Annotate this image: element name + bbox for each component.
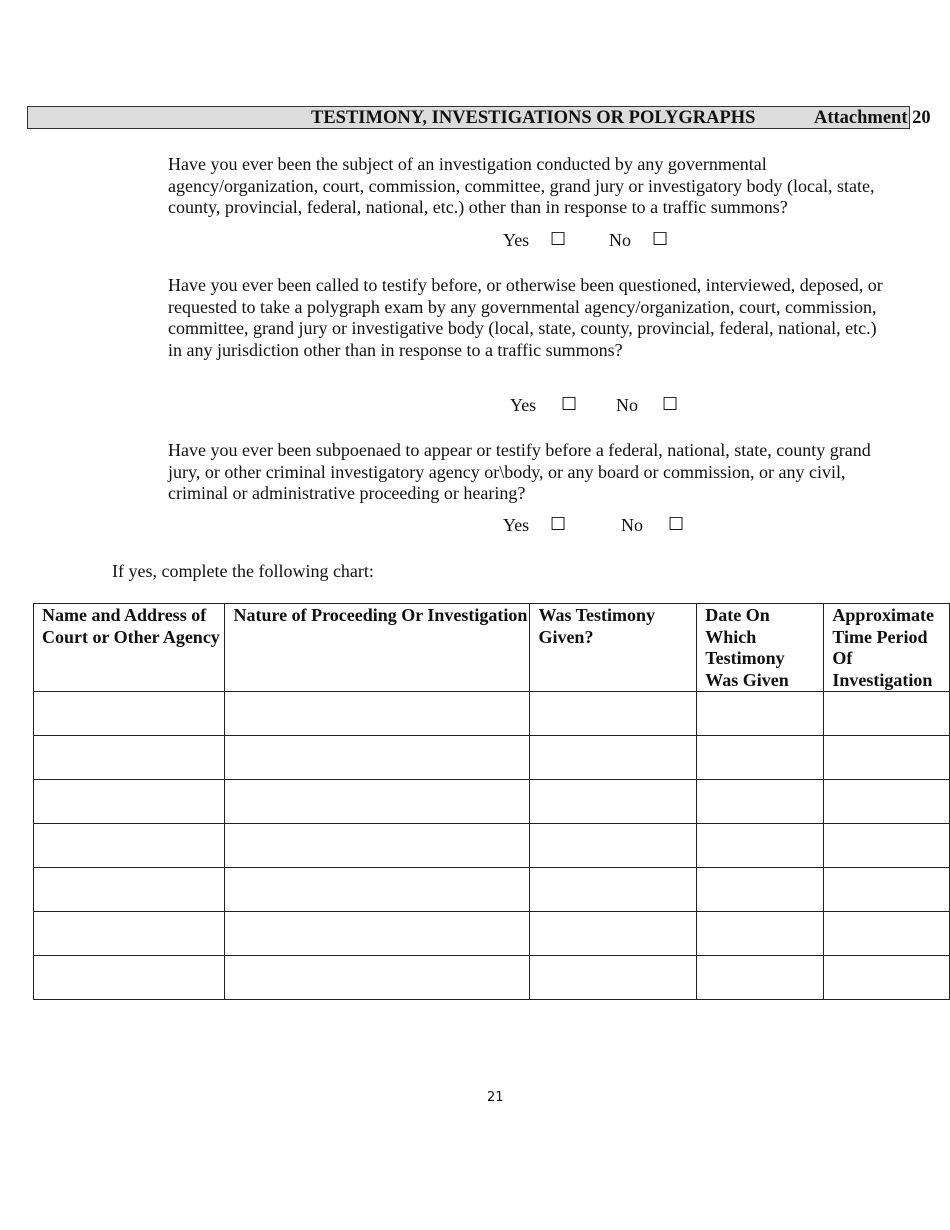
table-row — [34, 912, 950, 956]
table-cell[interactable] — [225, 692, 530, 736]
table-cell[interactable] — [824, 912, 950, 956]
table-cell[interactable] — [225, 824, 530, 868]
table-cell[interactable] — [530, 956, 697, 1000]
table-cell[interactable] — [530, 780, 697, 824]
table-cell[interactable] — [824, 736, 950, 780]
table-cell[interactable] — [530, 868, 697, 912]
table-header-row — [34, 604, 950, 692]
question-3-yes-checkbox[interactable]: ☐ — [550, 514, 567, 535]
table-cell[interactable] — [530, 692, 697, 736]
table-cell[interactable] — [530, 736, 697, 780]
question-1-no-checkbox[interactable]: ☐ — [652, 229, 669, 250]
table-cell[interactable] — [824, 780, 950, 824]
section-header-bar — [27, 106, 931, 129]
question-3-no-checkbox[interactable]: ☐ — [668, 514, 685, 535]
table-row — [34, 868, 950, 912]
table-cell[interactable] — [697, 956, 824, 1000]
table-cell[interactable] — [530, 824, 697, 868]
table-cell[interactable] — [824, 868, 950, 912]
testimony-chart-table — [33, 603, 950, 1000]
question-1-no-label: No — [609, 230, 631, 250]
table-cell[interactable] — [34, 736, 225, 780]
table-row — [34, 780, 950, 824]
question-2-yes-label: Yes — [510, 395, 537, 415]
section-title: TESTIMONY, INVESTIGATIONS OR POLYGRAPHS — [311, 108, 756, 128]
table-cell[interactable] — [225, 736, 530, 780]
question-1-yes-checkbox[interactable]: ☐ — [550, 229, 567, 250]
table-row — [34, 692, 950, 736]
table-cell[interactable] — [34, 824, 225, 868]
question-3-yes-label: Yes — [503, 515, 530, 535]
table-cell[interactable] — [530, 912, 697, 956]
question-3-no-label: No — [621, 515, 643, 535]
table-cell[interactable] — [824, 692, 950, 736]
table-cell[interactable] — [697, 736, 824, 780]
question-3-text: Have you ever been subpoenaed to appear or testify before a federal, national, state, county grand jury, or other criminal investigatory agency or\body, or any board or commission, or any civil, criminal or administrative proceeding or hearing? — [168, 440, 871, 503]
table-cell[interactable] — [824, 824, 950, 868]
column-header-testimony-given: Was Testimony Given? — [530, 604, 697, 692]
attachment-label: Attachment 20 — [814, 108, 931, 128]
question-2-text: Have you ever been called to testify before, or otherwise been questioned, interviewed, deposed, or requested to take a polygraph exam by any governmental agency/organization, court, commission, committee, grand jury or investigative body (local, state, county, provincial, federal, national, etc.) in any jurisdiction other than in response to a traffic summons? — [168, 275, 883, 360]
question-1-yes-label: Yes — [503, 230, 530, 250]
question-2-yes-checkbox[interactable]: ☐ — [561, 394, 578, 415]
table-cell[interactable] — [225, 912, 530, 956]
table-cell[interactable] — [34, 912, 225, 956]
column-header-nature: Nature of Proceeding Or Investigation — [225, 604, 530, 692]
table-cell[interactable] — [697, 780, 824, 824]
table-cell[interactable] — [225, 868, 530, 912]
table-cell[interactable] — [697, 692, 824, 736]
table-cell[interactable] — [697, 824, 824, 868]
table-cell[interactable] — [34, 956, 225, 1000]
table-cell[interactable] — [225, 956, 530, 1000]
question-1-text: Have you ever been the subject of an investigation conducted by any governmental agency/organization, court, commission, committee, grand jury or investigatory body (local, state, county, provincial, federal, national, etc.) other than in response to a traffic summons? — [168, 154, 875, 217]
table-cell[interactable] — [34, 780, 225, 824]
table-cell[interactable] — [34, 692, 225, 736]
page-number: 21 — [487, 1090, 504, 1105]
column-header-time-period: Approximate Time Period Of Investigation — [824, 604, 950, 692]
if-yes-instruction: If yes, complete the following chart: — [112, 561, 374, 581]
table-cell[interactable] — [824, 956, 950, 1000]
question-2-no-checkbox[interactable]: ☐ — [662, 394, 679, 415]
question-2-no-label: No — [616, 395, 638, 415]
table-row — [34, 824, 950, 868]
column-header-date: Date On Which Testimony Was Given — [697, 604, 824, 692]
table-row — [34, 736, 950, 780]
table-cell[interactable] — [34, 868, 225, 912]
table-cell[interactable] — [225, 780, 530, 824]
table-cell[interactable] — [697, 912, 824, 956]
column-header-agency: Name and Address of Court or Other Agency — [34, 604, 225, 692]
table-row — [34, 956, 950, 1000]
table-cell[interactable] — [697, 868, 824, 912]
